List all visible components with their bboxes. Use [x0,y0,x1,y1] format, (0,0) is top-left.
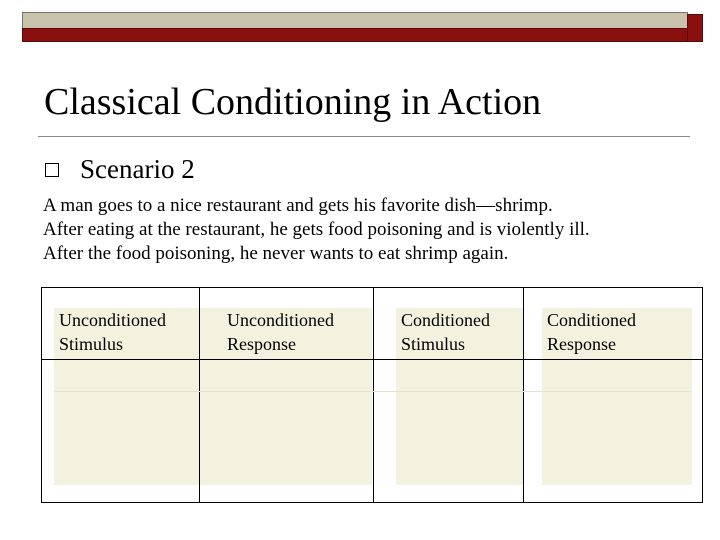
table-header-conditioned-response: Conditioned Response [547,310,636,354]
paragraph-line: A man goes to a nice restaurant and gets his favorite dish—shrimp. [43,195,553,216]
column-divider [523,288,524,502]
slide-title: Classical Conditioning in Action [44,81,542,123]
scenario-paragraph [43,194,703,266]
header-row-divider [42,359,702,360]
table-header-unconditioned-stimulus: Unconditioned Stimulus [59,310,166,354]
column-divider [373,288,374,502]
table-header-conditioned-stimulus: Conditioned Stimulus [401,310,490,354]
table-header-unconditioned-response: Unconditioned Response [227,310,334,354]
bullet-text: Scenario 2 [80,154,195,184]
paragraph-line: After eating at the restaurant, he gets food poisoning and is violently ill. [43,219,590,240]
paragraph-line: After the food poisoning, he never wants to eat shrimp again. [43,243,509,264]
conditioning-table [41,287,703,503]
square-bullet-icon [45,163,59,177]
title-divider [38,136,690,137]
column-divider [199,288,200,502]
top-decor-bar-dark [22,28,688,42]
corner-decor-box [687,14,703,42]
row-divider [54,391,690,392]
